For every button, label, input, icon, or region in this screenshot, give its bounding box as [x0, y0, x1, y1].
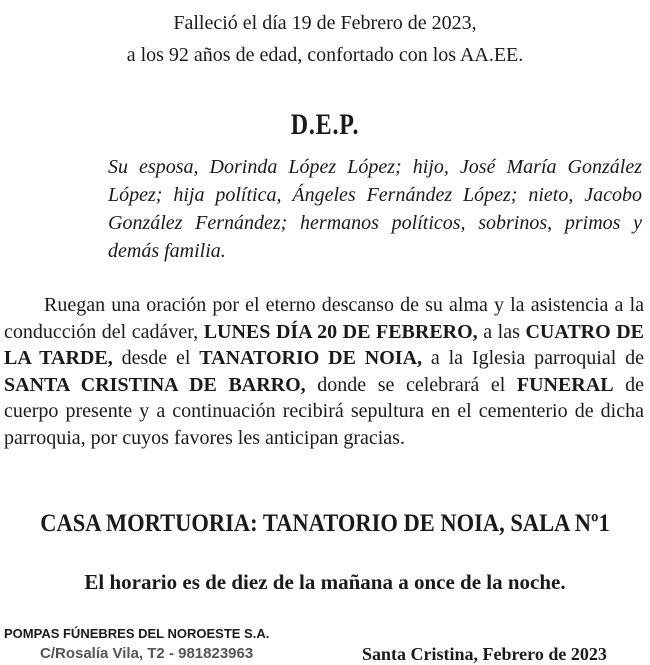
prayer-text-4: a la Iglesia parroquial de [422, 347, 644, 369]
prayer-text-3: desde el [112, 347, 200, 369]
place-date: Santa Cristina, Febrero de 2023 [362, 644, 607, 664]
age-line: a los 92 años de edad, confortado con los AA.EE. [126, 44, 524, 66]
parish-name: SANTA CRISTINA DE BARRO, [4, 373, 306, 396]
mortuary-heading: CASA MORTUORIA: TANATORIO DE NOIA, SALA Nº1 [40, 510, 610, 537]
prayer-text-2: a las [477, 320, 526, 343]
departure-place: TANATORIO DE NOIA, [199, 347, 423, 369]
prayer-paragraph [4, 292, 644, 451]
dep-heading: D.E.P. [290, 108, 360, 141]
funeral-day: LUNES DÍA 20 DE FEBRERO, [203, 320, 478, 343]
funeral-time: CUATRO DE LA TARDE, [4, 320, 645, 369]
prayer-text-1: Ruegan una oración por el eterno descanso de su alma y la asistencia a la conducción del cadáver, [4, 294, 644, 343]
prayer-text-5: donde se celebrará el [305, 373, 517, 396]
prayer-text-6: de cuerpo presente y a continuación recibirá sepultura en el cementerio de dicha parroquia, por cuyos favores les anticipan gracias. [4, 373, 644, 449]
company-address: C/Rosalía Vila, T2 - 981823963 [40, 645, 254, 662]
funeral-word: FUNERAL [516, 373, 614, 396]
death-date-line: Falleció el día 19 de Febrero de 2023, [173, 12, 477, 34]
visiting-hours: El horario es de diez de la mañana a once de la noche. [84, 570, 566, 594]
funeral-company: POMPAS FÚNEBRES DEL NOROESTE S.A. [4, 626, 270, 641]
family-paragraph: Su esposa, Dorinda López López; hijo, José María González López; hija política, Ángeles Fernández López; nieto, Jacobo González Fernández; hermanos políticos, sobrinos, primos y demás familia. [108, 156, 642, 262]
